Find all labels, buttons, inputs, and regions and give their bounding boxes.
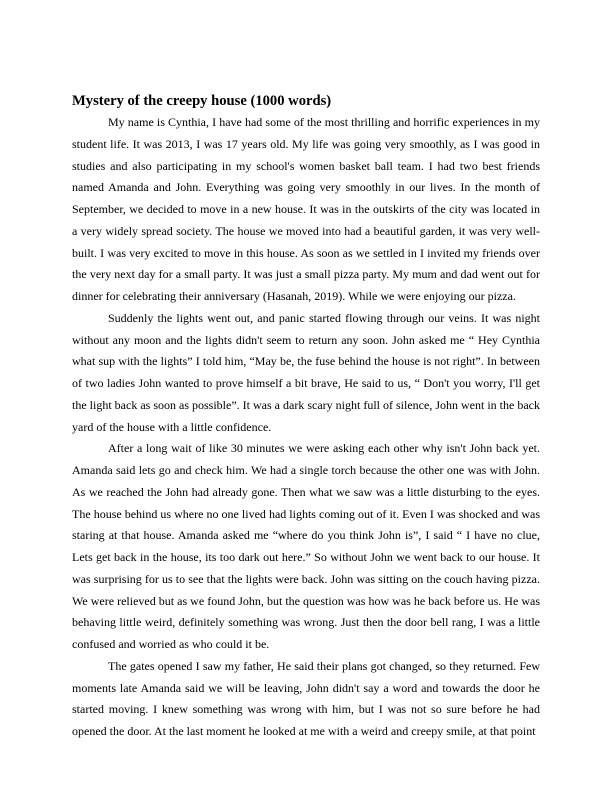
paragraph-3: After a long wait of like 30 minutes we were asking each other why isn't John back yet. Amanda said lets go and check him. We had a single torch because the other one was with John. As we reached the John had already gone. Then what we saw was a little disturbing to the eyes. The house behind us where no one lived had lights coming out of it. Even I was shocked and was staring at that house. Amanda asked me “where do you think John is”, I said “ I have no clue, Lets get back in the house, its too dark out here.” So without John we went back to our house. It was surprising for us to see that the lights were back. John was sitting on the couch having pizza. We were relieved but as we found John, but the question was how was he back before us. He was behaving little weird, definitely something was wrong. Just then the door bell rang, I was a little confused and worried as who could it be. (72, 441, 540, 651)
paragraph-2: Suddenly the lights went out, and panic started flowing through our veins. It was night without any moon and the lights didn't seem to return any soon. John asked me “ Hey Cynthia what sup with the lights” I told him, “May be, the fuse behind the house is not right”. In between of two ladies John wanted to prove himself a bit brave, He said to us, “ Don't you worry, I'll get the light back as soon as possible”. It was a dark scary night full of silence, John went in the back yard of the house with a little confidence. (72, 310, 540, 434)
paragraph-1: My name is Cynthia, I have had some of the most thrilling and horrific experiences in my student life. It was 2013, I was 17 years old. My life was going very smoothly, as I was good in studies and also participating in my school's women basket ball team. I had two best friends named Amanda and John. Everything was going very smoothly in our lives. In the month of September, we decided to move in a new house. It was in the outskirts of the city was located in a very widely spread society. The house we moved into had a beautiful garden, it was very well-built. I was very excited to move in this house. As soon as we settled in I invited my friends over the very next day for a small party. It was just a small pizza party. My mum and dad went out for dinner for celebrating their anniversary (Hasanah, 2019). While we were enjoying our pizza. (72, 115, 540, 303)
document-page (72, 90, 540, 743)
paragraph-4: The gates opened I saw my father, He said their plans got changed, so they returned. Few moments late Amanda said we will be leaving, John didn't say a word and towards the door he started moving. I knew something was wrong with him, but I was not so sure before he had opened the door. At the last moment he looked at me with a weird and creepy smile, at that point (72, 658, 540, 738)
document-title: Mystery of the creepy house (1000 words) (72, 93, 332, 109)
